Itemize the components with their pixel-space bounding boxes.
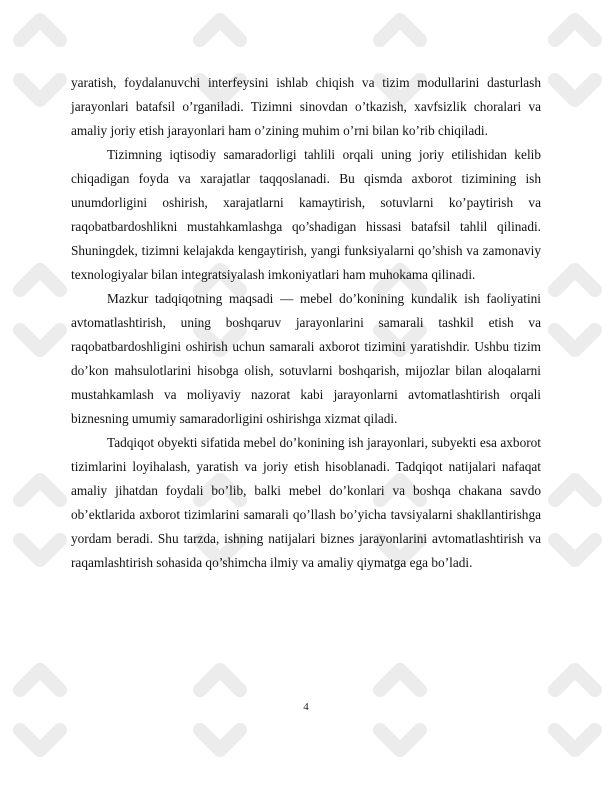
brackets-watermark-icon (20, 20, 60, 100)
brackets-watermark-icon (20, 480, 60, 560)
paragraph: yaratish, foydalanuvchi interfeysini ishlab chiqish va tizim modullarini dasturlash jarayonlari batafsil o’rganiladi. Tizimni sinovdan o’tkazish, xavfsizlik choralari va amaliy joriy etish jarayonlari ham o’zining muhim o’rni bilan ko’rib chiqiladi. (71, 75, 541, 138)
paragraph: Mazkur tadqiqotning maqsadi — mebel do’konining kundalik ish faoliyatini avtomatlashtirish, uning boshqaruv jarayonlarini samarali tashkil etish va raqobatbardoshligini oshirish uchun samarali axborot tizimini yaratishdir. Ushbu tizim do’kon mahsulotlarini hisobga olish, sotuvlarni boshqarish, mijozlar bilan aloqalarni mustahkamlash va moliyaviy nazorat kabi jarayonlarni avtomatlashtirish orqali biznesning umumiy samaradorligini oshirishga xizmat qiladi. (71, 291, 541, 426)
brackets-watermark-icon (20, 270, 60, 350)
paragraph: Tadqiqot obyekti sifatida mebel do’konining ish jarayonlari, subyekti esa axborot tizimlarini loyihalash, yaratish va joriy etish hisoblanadi. Tadqiqot natijalari nafaqat amaliy jihatdan foydali bo’lib, balki mebel do’konlari va boshqa chakana savdo ob’ektlarida axborot tizimlarini samarali qo’llash bo’yicha tavsiyalarni shakllantirishga yordam beradi. Shu tarzda, ishning natijalari biznes jarayonlarini avtomatlashtirish va raqamlashtirish sohasida qo’shimcha ilmiy va amaliy qiymatga ega bo’ladi. (71, 435, 541, 570)
document-body (71, 71, 541, 575)
page-number: 4 (303, 701, 309, 713)
paragraph: Tizimning iqtisodiy samaradorligi tahlili orqali uning joriy etilishidan kelib chiqadigan foyda va xarajatlar taqqoslanadi. Bu qismda axborot tizimining ish unumdorligini oshirish, xarajatlarni kamaytirish, sotuvlarni ko’paytirish va raqobatbardoshlikni mustahkamlashga qo’shadigan hissasi batafsil tahlil qilinadi. Shuningdek, tizimni kelajakda kengaytirish, yangi funksiyalarni qo’shish va zamonaviy texnologiyalar bilan integratsiyalash imkoniyatlari ham muhokama qilinadi. (71, 147, 541, 282)
brackets-watermark-icon (555, 480, 595, 560)
brackets-watermark-icon (555, 270, 595, 350)
brackets-watermark-icon (555, 20, 595, 100)
